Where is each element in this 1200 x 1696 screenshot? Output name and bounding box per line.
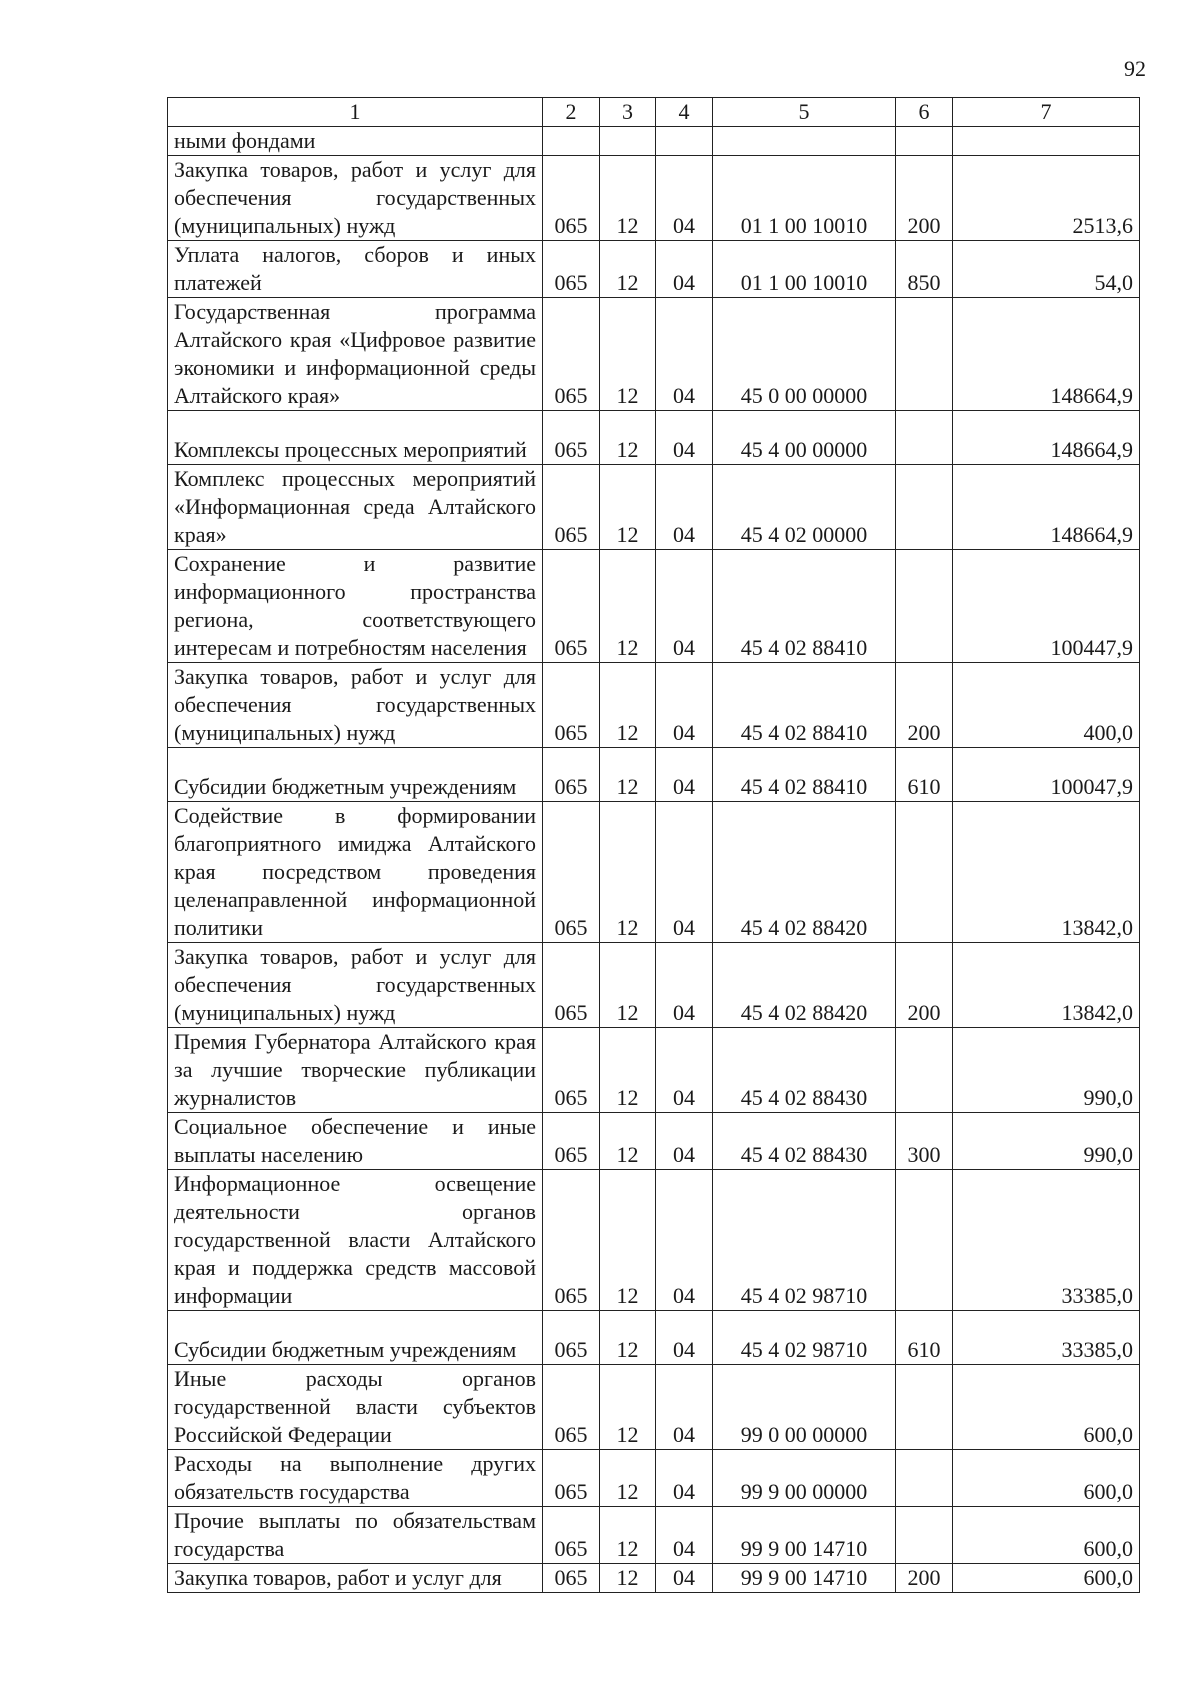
expense-type-cell: 300 [896,1113,953,1170]
sum-cell: 13842,0 [953,802,1140,943]
target-article-cell: 99 9 00 14710 [713,1564,896,1593]
target-article-cell: 45 4 00 00000 [713,411,896,465]
subsection-code-cell [656,127,713,156]
table-row [168,1028,1140,1113]
target-article-cell [713,127,896,156]
sum-cell: 148664,9 [953,411,1140,465]
admin-code-cell [543,127,600,156]
admin-code-cell: 065 [543,241,600,298]
table-row [168,1564,1140,1593]
target-article-cell: 99 9 00 14710 [713,1507,896,1564]
row-name-cell: Закупка товаров, работ и услуг для обеспечения государственных (муниципальных) нужд [168,943,543,1028]
target-article-cell: 99 9 00 00000 [713,1450,896,1507]
admin-code-cell: 065 [543,1365,600,1450]
section-code-cell: 12 [600,943,656,1028]
table-row [168,1450,1140,1507]
table-row [168,156,1140,241]
subsection-code-cell: 04 [656,1564,713,1593]
sum-cell: 33385,0 [953,1311,1140,1365]
expense-type-cell [896,1507,953,1564]
row-name-cell: Государственная программа Алтайского края «Цифровое развитие экономики и информационной среды Алтайского края» [168,298,543,411]
column-header: 7 [953,98,1140,127]
subsection-code-cell: 04 [656,1028,713,1113]
section-code-cell [600,127,656,156]
subsection-code-cell: 04 [656,1450,713,1507]
table-row [168,241,1140,298]
subsection-code-cell: 04 [656,550,713,663]
expense-type-cell [896,1365,953,1450]
expense-type-cell [896,1170,953,1311]
expense-type-cell [896,465,953,550]
sum-cell: 13842,0 [953,943,1140,1028]
expense-type-cell [896,550,953,663]
admin-code-cell: 065 [543,1170,600,1311]
sum-cell: 990,0 [953,1028,1140,1113]
table-row [168,802,1140,943]
table-row [168,1365,1140,1450]
admin-code-cell: 065 [543,943,600,1028]
column-header: 6 [896,98,953,127]
section-code-cell: 12 [600,1028,656,1113]
expense-type-cell: 200 [896,663,953,748]
row-name-cell: Прочие выплаты по обязательствам государства [168,1507,543,1564]
sum-cell: 600,0 [953,1450,1140,1507]
subsection-code-cell: 04 [656,663,713,748]
admin-code-cell: 065 [543,156,600,241]
section-code-cell: 12 [600,1113,656,1170]
target-article-cell: 45 4 02 88420 [713,802,896,943]
section-code-cell: 12 [600,663,656,748]
admin-code-cell: 065 [543,1028,600,1113]
section-code-cell: 12 [600,1450,656,1507]
target-article-cell: 45 4 02 88410 [713,550,896,663]
table-header-row [168,98,1140,127]
admin-code-cell: 065 [543,1564,600,1593]
sum-cell: 400,0 [953,663,1140,748]
sum-cell: 54,0 [953,241,1140,298]
expense-type-cell [896,1450,953,1507]
row-name-cell: Закупка товаров, работ и услуг для обеспечения государственных (муниципальных) нужд [168,156,543,241]
section-code-cell: 12 [600,1365,656,1450]
table-row [168,1113,1140,1170]
row-name-cell: Иные расходы органов государственной власти субъектов Российской Федерации [168,1365,543,1450]
row-name-cell: Содействие в формировании благоприятного имиджа Алтайского края посредством проведения целенаправленной информационной политики [168,802,543,943]
admin-code-cell: 065 [543,1311,600,1365]
table-row [168,943,1140,1028]
table-row [168,411,1140,465]
admin-code-cell: 065 [543,663,600,748]
admin-code-cell: 065 [543,1450,600,1507]
sum-cell: 148664,9 [953,298,1140,411]
table-row [168,748,1140,802]
section-code-cell: 12 [600,550,656,663]
table-row [168,1170,1140,1311]
target-article-cell: 45 4 02 88420 [713,943,896,1028]
subsection-code-cell: 04 [656,748,713,802]
target-article-cell: 45 4 02 88430 [713,1028,896,1113]
target-article-cell: 45 4 02 98710 [713,1311,896,1365]
column-header: 4 [656,98,713,127]
subsection-code-cell: 04 [656,1365,713,1450]
section-code-cell: 12 [600,1564,656,1593]
column-header: 1 [168,98,543,127]
page-number: 92 [1124,56,1146,81]
admin-code-cell: 065 [543,411,600,465]
section-code-cell: 12 [600,1170,656,1311]
sum-cell: 2513,6 [953,156,1140,241]
column-header: 3 [600,98,656,127]
subsection-code-cell: 04 [656,411,713,465]
admin-code-cell: 065 [543,550,600,663]
target-article-cell: 45 4 02 88410 [713,663,896,748]
table-row [168,127,1140,156]
section-code-cell: 12 [600,411,656,465]
row-name-cell: Социальное обеспечение и иные выплаты населению [168,1113,543,1170]
row-name-cell: Премия Губернатора Алтайского края за лучшие творческие публикации журналистов [168,1028,543,1113]
expense-type-cell: 850 [896,241,953,298]
expense-type-cell [896,1028,953,1113]
subsection-code-cell: 04 [656,465,713,550]
budget-table [167,97,1140,1593]
subsection-code-cell: 04 [656,298,713,411]
sum-cell: 100447,9 [953,550,1140,663]
row-name-cell: Субсидии бюджетным учреждениям [168,748,543,802]
expense-type-cell [896,127,953,156]
subsection-code-cell: 04 [656,1170,713,1311]
subsection-code-cell: 04 [656,241,713,298]
row-name-cell: Субсидии бюджетным учреждениям [168,1311,543,1365]
expense-type-cell [896,802,953,943]
admin-code-cell: 065 [543,465,600,550]
admin-code-cell: 065 [543,298,600,411]
expense-type-cell [896,411,953,465]
target-article-cell: 45 4 02 00000 [713,465,896,550]
expense-type-cell: 200 [896,156,953,241]
target-article-cell: 45 4 02 98710 [713,1170,896,1311]
target-article-cell: 99 0 00 00000 [713,1365,896,1450]
column-header: 5 [713,98,896,127]
admin-code-cell: 065 [543,1113,600,1170]
row-name-cell: Расходы на выполнение других обязательств государства [168,1450,543,1507]
row-name-cell: Закупка товаров, работ и услуг для обеспечения государственных (муниципальных) нужд [168,663,543,748]
expense-type-cell: 200 [896,1564,953,1593]
subsection-code-cell: 04 [656,1311,713,1365]
sum-cell: 148664,9 [953,465,1140,550]
target-article-cell: 01 1 00 10010 [713,156,896,241]
row-name-cell: Уплата налогов, сборов и иных платежей [168,241,543,298]
expense-type-cell [896,298,953,411]
sum-cell: 100047,9 [953,748,1140,802]
subsection-code-cell: 04 [656,802,713,943]
sum-cell: 990,0 [953,1113,1140,1170]
expense-type-cell: 610 [896,748,953,802]
subsection-code-cell: 04 [656,943,713,1028]
section-code-cell: 12 [600,802,656,943]
section-code-cell: 12 [600,1507,656,1564]
table-row [168,1311,1140,1365]
sum-cell: 33385,0 [953,1170,1140,1311]
sum-cell: 600,0 [953,1564,1140,1593]
subsection-code-cell: 04 [656,1507,713,1564]
table-row [168,550,1140,663]
section-code-cell: 12 [600,156,656,241]
admin-code-cell: 065 [543,1507,600,1564]
sum-cell: 600,0 [953,1507,1140,1564]
row-name-cell: Закупка товаров, работ и услуг для [168,1564,543,1593]
subsection-code-cell: 04 [656,1113,713,1170]
row-name-cell: Комплексы процессных мероприятий [168,411,543,465]
sum-cell [953,127,1140,156]
sum-cell: 600,0 [953,1365,1140,1450]
column-header: 2 [543,98,600,127]
section-code-cell: 12 [600,1311,656,1365]
table-row [168,663,1140,748]
row-name-cell: Информационное освещение деятельности органов государственной власти Алтайского края и поддержка средств массовой информации [168,1170,543,1311]
target-article-cell: 01 1 00 10010 [713,241,896,298]
table-row [168,1507,1140,1564]
section-code-cell: 12 [600,241,656,298]
admin-code-cell: 065 [543,748,600,802]
subsection-code-cell: 04 [656,156,713,241]
table-row [168,465,1140,550]
expense-type-cell: 200 [896,943,953,1028]
target-article-cell: 45 4 02 88430 [713,1113,896,1170]
section-code-cell: 12 [600,748,656,802]
expense-type-cell: 610 [896,1311,953,1365]
target-article-cell: 45 4 02 88410 [713,748,896,802]
table-row [168,298,1140,411]
section-code-cell: 12 [600,298,656,411]
row-name-cell: ными фондами [168,127,543,156]
row-name-cell: Комплекс процессных мероприятий «Информационная среда Алтайского края» [168,465,543,550]
section-code-cell: 12 [600,465,656,550]
row-name-cell: Сохранение и развитие информационного пространства региона, соответствующего интересам и потребностям населения [168,550,543,663]
target-article-cell: 45 0 00 00000 [713,298,896,411]
admin-code-cell: 065 [543,802,600,943]
